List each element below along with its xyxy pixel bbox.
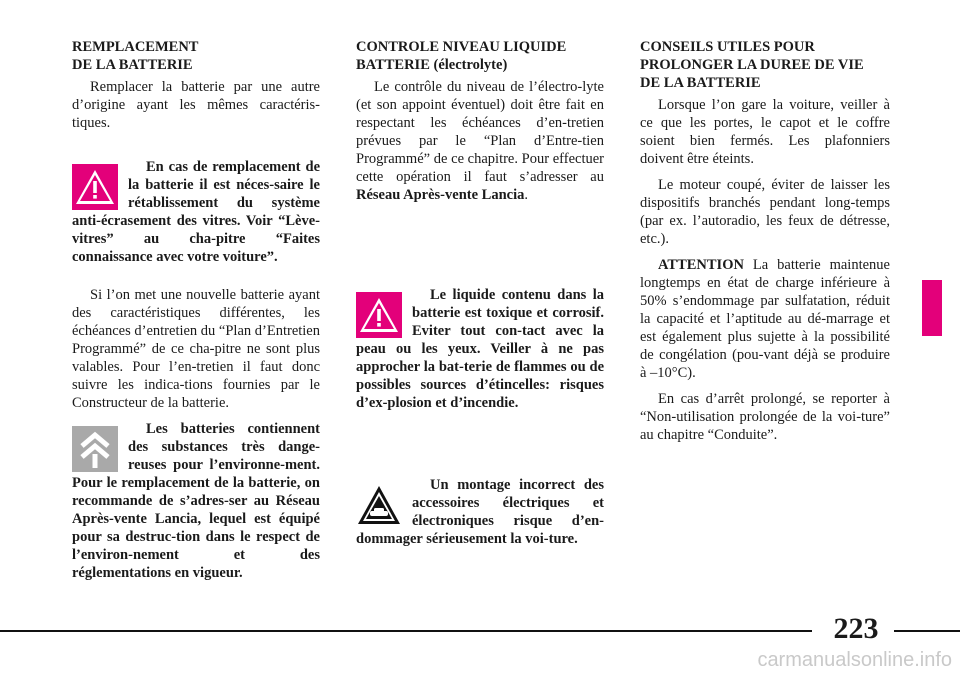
heading-replacement	[72, 38, 320, 74]
tip-paragraph: Le moteur coupé, éviter de laisser les dispositifs branchés pendant long-temps (par ex. l’autoradio, les feux de détresse, etc.).	[640, 177, 890, 247]
warning-block-accessories	[356, 476, 604, 548]
car-warning-icon	[356, 482, 402, 528]
environment-icon	[72, 426, 118, 472]
warning-text: Le liquide contenu dans la batterie est toxique et corrosif. Eviter tout con-tact avec la peau ou les yeux. Veiller à ne pas approcher la bat-terie de flammes ou de possibles sources d’étincelles: risques d’ex-plosion et d’incendie.	[356, 287, 604, 411]
heading-line: CONTROLE NIVEAU LIQUIDE	[356, 39, 567, 55]
heading-line: REMPLACEMENT	[72, 39, 199, 55]
page-number: 223	[833, 612, 879, 645]
chapter-tab	[922, 280, 942, 336]
danger-warning-icon	[72, 164, 118, 210]
column-electrolyte-level	[356, 38, 604, 548]
tip-paragraph: En cas d’arrêt prolongé, se reporter à “Non-utilisation prolongée de la voi-ture” au chapitre “Conduite”.	[640, 391, 890, 443]
heading-line: CONSEILS UTILES POUR	[640, 39, 815, 55]
watermark: carmanualsonline.info	[757, 649, 952, 671]
environment-warning-block	[72, 420, 320, 582]
heading-line: BATTERIE (électrolyte)	[356, 57, 508, 73]
attention-text: La batterie maintenue longtemps en état de charge inférieure à 50% s’endommage par sulfatation, réduit la capacité et l’aptitude au dé-marrage et est également plus sujette à la possibilité de congélation (pou-vant déjà se produire à –10°C).	[640, 257, 890, 381]
spacer	[356, 212, 604, 286]
heading-line: DE LA BATTERIE	[640, 75, 761, 91]
footer-rule	[0, 630, 812, 632]
body-text: Le contrôle du niveau de l’électro-lyte (et son appoint éventuel) doit être fait en respectant les échéances d’en-tretien prévues par le “Plan d’Entre-tien Programmé” de ce chapitre. Pour effectuer cette opération il faut s’adresser au	[356, 79, 604, 185]
warning-block-window-system	[72, 158, 320, 266]
warning-text: Un montage incorrect des accessoires électriques et électroniques risque d’en-dommager sérieusement la voi-ture.	[356, 477, 604, 547]
tip-paragraph: Lorsque l’on gare la voiture, veiller à ce que les portes, le capot et le coffre soient bien fermés. Les plafonniers doivent être éteints.	[640, 97, 890, 167]
footer-rule	[894, 630, 960, 632]
heading-battery-tips	[640, 38, 890, 92]
attention-label: ATTENTION	[658, 257, 744, 273]
column-battery-replacement	[72, 38, 320, 582]
body-end: .	[524, 187, 528, 203]
danger-warning-icon	[356, 292, 402, 338]
service-network-reference: Réseau Après-vente Lancia	[356, 187, 525, 203]
warning-text: En cas de remplacement de la batterie il est néces-saire le rétablissement du système anti-écrasement des vitres. Voir “Lève-vitres” au cha-pitre “Faites connaissance avec votre voiture”.	[72, 159, 320, 265]
body-paragraph: Si l’on met une nouvelle batterie ayant des caractéristiques différentes, les échéances d’entretien du “Plan d’Entretien Programmé” de ce cha-pitre ne sont plus valables. Pour l’en-tretien il faut donc suivre les indica-tions fournies par le Constructeur de la batterie.	[72, 287, 320, 411]
spacer	[356, 412, 604, 476]
heading-line: PROLONGER LA DUREE DE VIE	[640, 57, 864, 73]
spacer	[72, 266, 320, 286]
electrolyte-paragraph	[356, 78, 604, 204]
intro-paragraph: Remplacer la batterie par une autre d’origine ayant les mêmes caractéris-tiques.	[72, 79, 320, 131]
attention-paragraph	[640, 256, 890, 382]
heading-line: DE LA BATTERIE	[72, 57, 193, 73]
environment-warning-text: Les batteries contiennent des substances très dange-reuses pour l’environne-ment. Pour le remplacement de la batterie, on recommande de s’adres-ser au Réseau Après-vente Lancia, lequel est équipé pour sa destruc-tion dans le respect de l’environ-nement et des réglementations en vigueur.	[72, 421, 320, 581]
warning-block-toxic-liquid	[356, 286, 604, 412]
column-battery-life-tips	[640, 38, 890, 452]
spacer	[72, 140, 320, 158]
heading-electrolyte	[356, 38, 604, 74]
